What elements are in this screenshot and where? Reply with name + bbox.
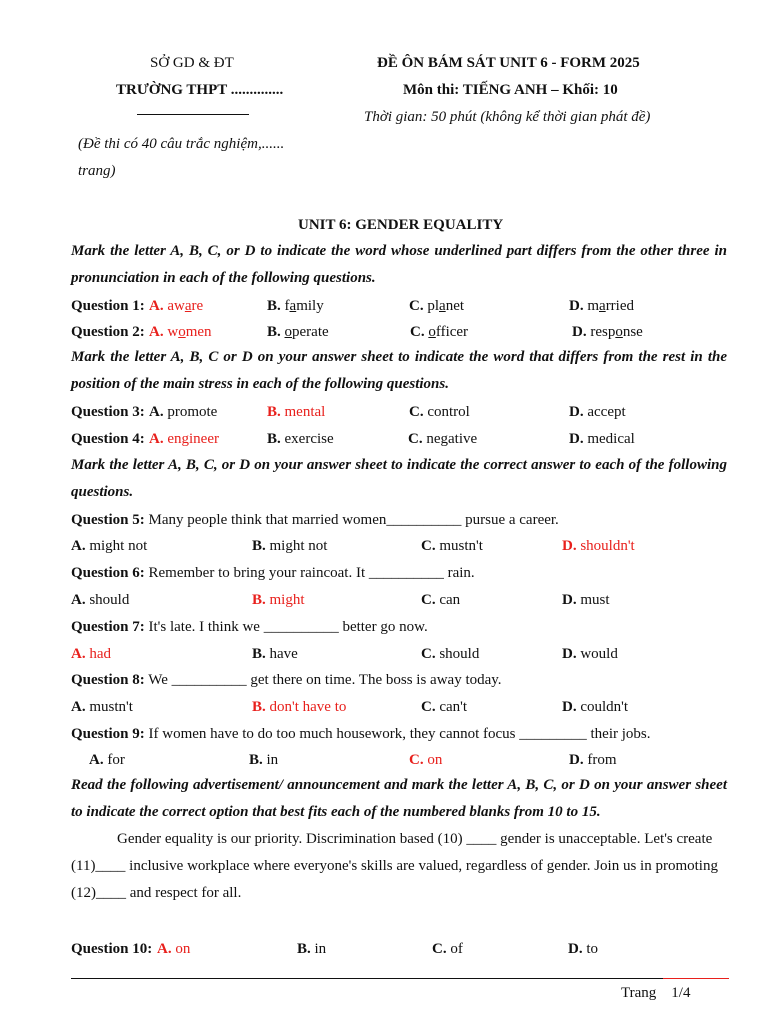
question-text: It's late. I think we __________ better go now. <box>148 619 428 635</box>
q9-option-a[interactable]: A. for <box>89 752 125 768</box>
question-1 <box>71 297 145 315</box>
q1-option-c[interactable]: C. planet <box>409 298 465 314</box>
instruction-correct-answer: Mark the letter A, B, C, or D on your answer sheet to indicate the correct answer to each of the following questions. <box>71 457 727 500</box>
passage-line-1: Gender equality is our priority. Discrimination based (10) ____ gender is unacceptable. Let's create <box>117 831 713 847</box>
q6-option-a[interactable]: A. should <box>71 592 130 608</box>
q10-option-d[interactable]: D. to <box>568 941 599 957</box>
question-label: Question 4: <box>71 431 145 447</box>
question-label: Question 9: <box>71 726 145 742</box>
q1-option-a[interactable]: A. aware <box>149 298 204 314</box>
question-8 <box>71 671 502 689</box>
page-number <box>621 985 690 1002</box>
passage-line-2: (11)____ inclusive workplace where everyone's skills are valued, regardless of gender. Join us in promoting <box>71 858 718 874</box>
q10-option-c[interactable]: C. of <box>432 941 463 957</box>
q5-option-b[interactable]: B. might not <box>252 538 328 554</box>
q9-option-b[interactable]: B. in <box>249 752 279 768</box>
q3-option-c[interactable]: C. control <box>409 404 470 420</box>
question-10 <box>71 940 152 958</box>
exam-title: ĐỀ ÔN BÁM SÁT UNIT 6 - FORM 2025 <box>377 55 640 71</box>
q6-option-d[interactable]: D. must <box>562 592 610 608</box>
question-7 <box>71 618 428 636</box>
q4-option-a[interactable]: A. engineer <box>149 431 219 447</box>
q7-option-d[interactable]: D. would <box>562 646 618 662</box>
q1-option-b[interactable]: B. family <box>267 298 324 314</box>
q4-option-c[interactable]: C. negative <box>408 431 478 447</box>
q9-option-c[interactable]: C. on <box>409 752 443 768</box>
instruction-stress: Mark the letter A, B, C or D on your answer sheet to indicate the word that differs from the rest in the position of the main stress in each of the following questions. <box>71 349 727 392</box>
q3-option-b[interactable]: B. mental <box>267 404 326 420</box>
q7-option-a[interactable]: A. had <box>71 646 112 662</box>
school-name: TRƯỜNG THPT .............. <box>116 82 284 98</box>
question-5 <box>71 511 559 529</box>
q6-option-c[interactable]: C. can <box>421 592 461 608</box>
instruction-reading: Read the following advertisement/ announcement and mark the letter A, B, C, or D on your answer sheet to indicate the correct option that best fits each of the numbered blanks from 10 to 15. <box>71 777 727 820</box>
q9-option-d[interactable]: D. from <box>569 752 617 768</box>
q10-option-a[interactable]: A. on <box>157 941 191 957</box>
q2-option-c[interactable]: C. officer <box>410 324 469 340</box>
q3-option-d[interactable]: D. accept <box>569 404 626 420</box>
page-label: Trang <box>621 985 657 1001</box>
q3-option-a[interactable]: A. promote <box>149 404 218 420</box>
footer-divider <box>71 978 663 979</box>
exam-time: Thời gian: 50 phút (không kể thời gian phát đề) <box>364 109 651 125</box>
question-label: Question 7: <box>71 619 145 635</box>
q8-option-d[interactable]: D. couldn't <box>562 699 629 715</box>
question-label: Question 8: <box>71 672 145 688</box>
question-label: Question 5: <box>71 512 145 528</box>
q2-option-d[interactable]: D. response <box>572 324 643 340</box>
question-2 <box>71 323 145 341</box>
footer-divider-accent <box>663 978 729 979</box>
q1-option-d[interactable]: D. married <box>569 298 635 314</box>
q10-option-b[interactable]: B. in <box>297 941 327 957</box>
question-3 <box>71 403 145 421</box>
question-text: If women have to do too much housework, they cannot focus _________ their jobs. <box>148 726 651 742</box>
q7-option-b[interactable]: B. have <box>252 646 298 662</box>
q4-option-d[interactable]: D. medical <box>569 431 635 447</box>
question-label: Question 10: <box>71 941 153 957</box>
q5-option-a[interactable]: A. might not <box>71 538 148 554</box>
q2-option-a[interactable]: A. women <box>149 324 212 340</box>
q5-option-c[interactable]: C. mustn't <box>421 538 483 554</box>
question-text: Remember to bring your raincoat. It __________ rain. <box>148 565 475 581</box>
q5-option-d[interactable]: D. shouldn't <box>562 538 635 554</box>
question-label: Question 6: <box>71 565 145 581</box>
exam-note-line2: trang) <box>78 163 116 179</box>
q4-option-b[interactable]: B. exercise <box>267 431 334 447</box>
q7-option-c[interactable]: C. should <box>421 646 480 662</box>
question-label: Question 1: <box>71 298 145 314</box>
page-number-value: 1/4 <box>671 985 691 1001</box>
exam-note-line1: (Đề thi có 40 câu trắc nghiệm,...... <box>78 136 285 152</box>
q6-option-b[interactable]: B. might <box>252 592 305 608</box>
exam-subject: Môn thi: TIẾNG ANH – Khối: 10 <box>403 82 618 98</box>
question-label: Question 3: <box>71 404 145 420</box>
q8-option-c[interactable]: C. can't <box>421 699 468 715</box>
instruction-pronunciation: Mark the letter A, B, C, or D to indicate the word whose underlined part differs from the other three in pronunciation in each of the following questions. <box>71 243 727 286</box>
question-text: We __________ get there on time. The boss is away today. <box>148 672 502 688</box>
question-6 <box>71 564 475 582</box>
q8-option-a[interactable]: A. mustn't <box>71 699 133 715</box>
dept-name: SỞ GD & ĐT <box>150 55 234 71</box>
question-4 <box>71 430 145 448</box>
header-divider <box>137 114 249 115</box>
q8-option-b[interactable]: B. don't have to <box>252 699 347 715</box>
passage-line-3: (12)____ and respect for all. <box>71 885 242 901</box>
unit-title: UNIT 6: GENDER EQUALITY <box>298 217 504 233</box>
q2-option-b[interactable]: B. operate <box>267 324 329 340</box>
question-text: Many people think that married women__________ pursue a career. <box>148 512 559 528</box>
question-9 <box>71 725 651 743</box>
question-label: Question 2: <box>71 324 145 340</box>
